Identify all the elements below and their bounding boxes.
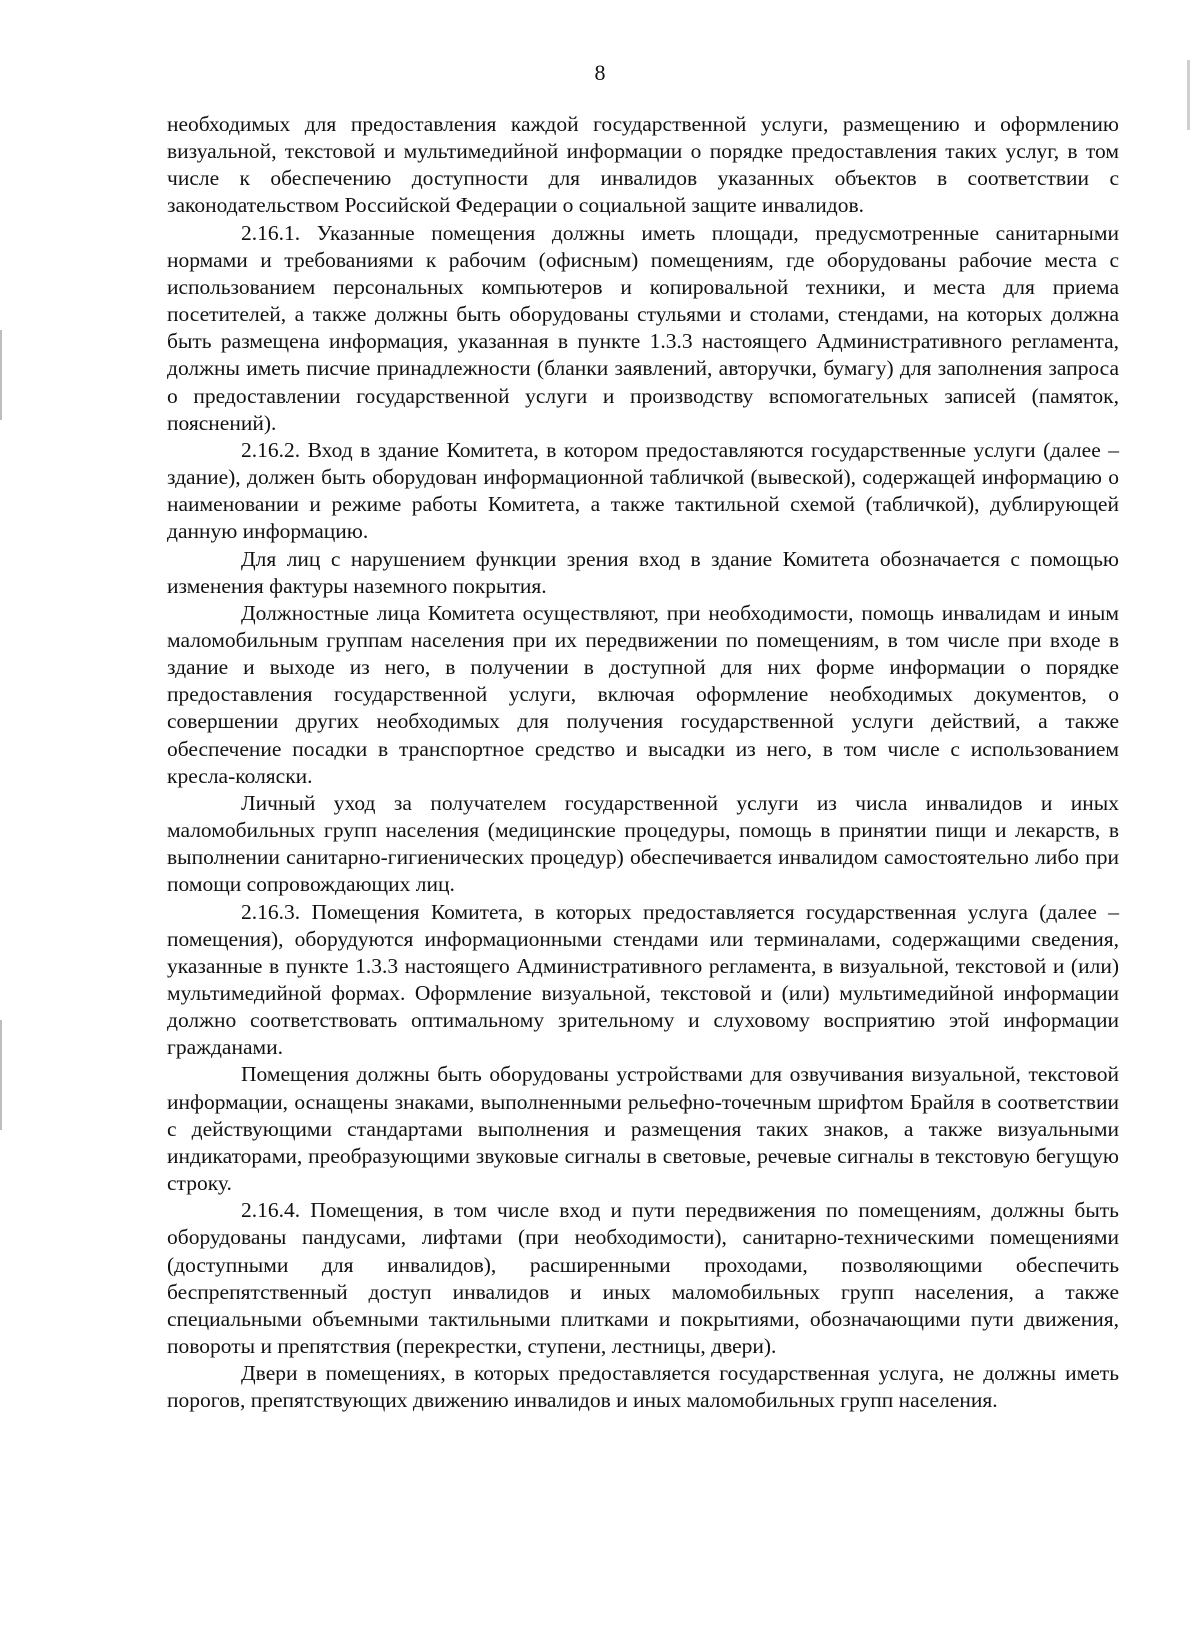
paragraph-doors: Двери в помещениях, в которых предоставляется государственная услуга, не должны иметь порогов, препятствующих движению инвалидов и иных маломобильных групп населения.: [167, 1361, 1119, 1413]
paragraph-2-16-3: 2.16.3. Помещения Комитета, в которых предоставляется государственная услуга (далее – помещения), оборудуются информационными стендами или терминалами, содержащими сведения, указанные в пункте 1.3.3 настоящего Административного регламента, в визуальной, текстовой и (или) мультимедийной формах. Оформление визуальной, текстовой и (или) мультимедийной информации должно соответствовать оптимальному зрительному и слуховому восприятию этой информации гражданами.: [167, 899, 1119, 1060]
paragraph-personal-care: Личный уход за получателем государственной услуги из числа инвалидов и иных маломобильных групп населения (медицинские процедуры, помощь в принятии пищи и лекарств, в выполнении санитарно-гигиенических процедур) обеспечивается инвалидом самостоятельно либо при помощи сопровождающих лиц.: [167, 790, 1119, 897]
paragraph-2-16-1: 2.16.1. Указанные помещения должны иметь площади, предусмотренные санитарными нормами и требованиями к рабочим (офисным) помещениям, где оборудованы рабочие места с использованием персональных компьютеров и копировальной техники, и места для приема посетителей, а также должны быть оборудованы стульями и столами, стендами, на которых должна быть размещена информация, указанная в пункте 1.3.3 настоящего Административного регламента, должны иметь писчие принадлежности (бланки заявлений, авторучки, бумагу) для заполнения запроса о предоставлении государственной услуги и производству вспомогательных записей (памяток, пояснений).: [167, 220, 1119, 435]
paragraph-room-equipment: Помещения должны быть оборудованы устройствами для озвучивания визуальной, текстовой информации, оснащены знаками, выполненными рельефно-точечным шрифтом Брайля в соответствии с действующими стандартами выполнения и размещения таких знаков, а также визуальными индикаторами, преобразующими звуковые сигналы в световые, речевые сигналы в текстовую бегущую строку.: [167, 1062, 1119, 1196]
paragraph-2-16-2: 2.16.2. Вход в здание Комитета, в котором предоставляются государственные услуги (далее – здание), должен быть оборудован информационной табличкой (вывеской), содержащей информацию о наименовании и режиме работы Комитета, а также тактильной схемой (табличкой), дублирующей данную информацию.: [167, 437, 1119, 544]
document-body: [167, 111, 1119, 1415]
paragraph-vision-impaired-entrance: Для лиц с нарушением функции зрения вход в здание Комитета обозначается с помощью изменения фактуры наземного покрытия.: [167, 546, 1119, 598]
page-number: 8: [594, 60, 606, 85]
scan-edge-mark: [0, 330, 2, 420]
paragraph-officials-assistance: Должностные лица Комитета осуществляют, при необходимости, помощь инвалидам и иным маломобильным группам населения при их передвижении по помещениям, в том числе при входе в здание и выходе из него, в получении в доступной для них форме информации о порядке предоставления государственной услуги, включая оформление необходимых документов, о совершении других необходимых для получения государственной услуги действий, а также обеспечение посадки в транспортное средство и высадки из него, в том числе с использованием кресла-коляски.: [167, 600, 1119, 788]
paragraph-2-16-4: 2.16.4. Помещения, в том числе вход и пути передвижения по помещениям, должны быть оборудованы пандусами, лифтами (при необходимости), санитарно-техническими помещениями (доступными для инвалидов), расширенными проходами, позволяющими обеспечить беспрепятственный доступ инвалидов и иных маломобильных групп населения, а также специальными объемными тактильными плитками и покрытиями, обозначающими пути движения, повороты и препятствия (перекрестки, ступени, лестницы, двери).: [167, 1198, 1119, 1359]
scan-edge-mark: [0, 1020, 2, 1130]
paragraph-continuation: необходимых для предоставления каждой государственной услуги, размещению и оформлению визуальной, текстовой и мультимедийной информации о порядке предоставления таких услуг, в том числе к обеспечению доступности для инвалидов указанных объектов в соответствии с законодательством Российской Федерации о социальной защите инвалидов.: [167, 112, 1119, 218]
